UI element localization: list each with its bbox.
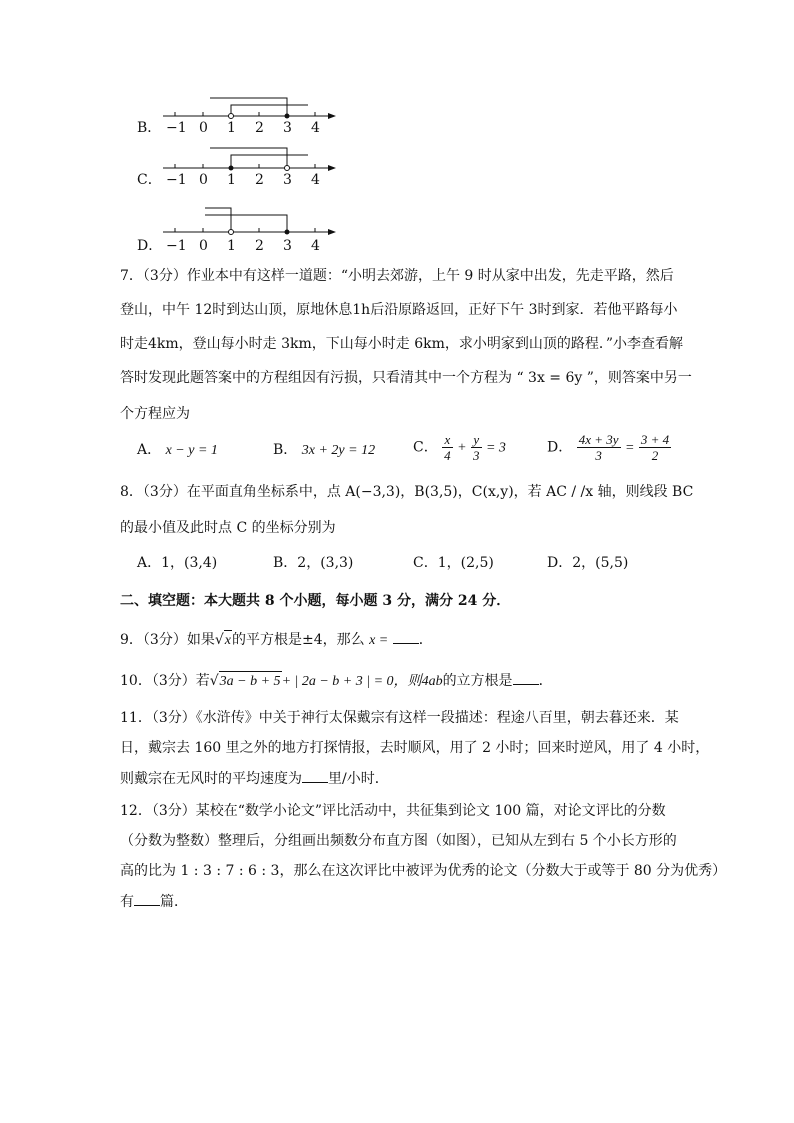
q12-answer-blank[interactable] xyxy=(134,891,160,906)
q9-answer-blank[interactable] xyxy=(393,629,419,644)
q11-line1: 11．（3分）《水浒传》中关于神行太保戴宗有这样一段描述：程途八百里，朝去暮还来．某 xyxy=(120,710,679,726)
q7-option-c-frac2: $\frac{y}{3}$ xyxy=(473,432,480,463)
q12-line4-post: 篇． xyxy=(160,894,188,910)
q7-option-c-rhs: = 3 xyxy=(485,440,506,456)
q10-pre: 10．（3分）若 xyxy=(120,673,210,689)
q7-line3: 时走4km，登山每小时走 3km，下山每小时走 6km，求小明家到山顶的路程．”小李查看解 xyxy=(120,336,684,352)
option-d-label: D． xyxy=(137,238,163,254)
q9-radicand: x xyxy=(224,630,232,651)
q12-line2: （分数为整数）整理后，分组画出频数分布直方图（如图），已知从左到右 5 个小长方形的 xyxy=(120,833,677,849)
tick-c-2: 1 xyxy=(227,172,236,188)
option-b-label: B． xyxy=(137,120,162,136)
section-2-heading: 二、填空题：本大题共 8 个小题，每小题 3 分，满分 24 分． xyxy=(120,593,511,609)
q7-option-b[interactable] xyxy=(273,440,375,461)
number-line-d xyxy=(163,208,336,235)
tick-d-1: 0 xyxy=(199,238,208,254)
q8-option-d[interactable]: D．2，(5,5) xyxy=(547,555,629,571)
q8-line2: 的最小值及此时点 C 的坐标分别为 xyxy=(120,520,336,536)
tick-b-5: 4 xyxy=(311,120,320,136)
tick-b-3: 2 xyxy=(255,120,264,136)
number-line-c xyxy=(163,148,336,171)
q7-option-b-text: 3x + 2y = 12 xyxy=(301,443,376,458)
q7-option-d[interactable] xyxy=(547,432,671,463)
tick-c-0: −1 xyxy=(166,172,187,188)
tick-c-3: 2 xyxy=(255,172,264,188)
q7-line2: 登山，中午 12时到达山顶，原地休息1h后沿原路返回，正好下午 3时到家．若他平路每小 xyxy=(120,302,678,318)
q7-option-c-label: C． xyxy=(413,439,438,456)
q7-option-a[interactable] xyxy=(137,440,218,461)
q11-line3-post: 里/小时． xyxy=(328,771,389,787)
tick-b-0: −1 xyxy=(166,120,187,136)
q12-line1: 12．（3分）某校在“数学小论文”评比活动中，共征集到论文 100 篇，对论文评比的分数 xyxy=(120,803,666,819)
q10-post: 的立方根是 xyxy=(442,673,513,689)
q7-line5: 个方程应为 xyxy=(120,406,190,422)
tick-c-4: 3 xyxy=(283,172,292,188)
q9-var: x = xyxy=(369,633,389,648)
tick-d-4: 3 xyxy=(283,238,292,254)
q7-option-d-eq: = xyxy=(624,440,635,456)
q8-option-c[interactable]: C．1，(2,5) xyxy=(413,555,494,571)
tick-d-2: 1 xyxy=(227,238,236,254)
q10-end: ． xyxy=(538,673,553,689)
tick-d-0: −1 xyxy=(166,238,187,254)
q10-radicand: 3a − b + 5 xyxy=(219,671,282,692)
q11-line3-pre: 则戴宗在无风时的平均速度为 xyxy=(120,771,302,787)
tick-b-2: 1 xyxy=(227,120,236,136)
q9-line: 9．（3分）如果√x的平方根是±4，那么 x = ． xyxy=(120,629,433,651)
q9-mid: 的平方根是±4，那么 xyxy=(231,632,365,648)
q11-line3 xyxy=(120,768,389,789)
tick-c-5: 4 xyxy=(311,172,320,188)
tick-b-1: 0 xyxy=(199,120,208,136)
q7-option-c[interactable] xyxy=(413,432,506,463)
q7-option-a-text: x − y = 1 xyxy=(165,443,218,458)
q9-end: ． xyxy=(418,632,433,648)
q9-pre: 9．（3分）如果 xyxy=(120,632,215,648)
number-line-b xyxy=(163,98,336,119)
q7-option-d-frac1: $\frac{4x + 3y}{3}$ xyxy=(578,432,619,463)
q7-option-a-label: A． xyxy=(137,442,162,458)
q10-var: 4ab xyxy=(421,674,443,689)
q7-option-c-plus: + xyxy=(457,440,467,456)
q12-line3: 高的比为 1 : 3 : 7 : 6 : 3，那么在这次评比中被评为优秀的论文（分数大于或等于 80 分为优秀） xyxy=(120,863,727,879)
tick-d-3: 2 xyxy=(255,238,264,254)
tick-b-4: 3 xyxy=(283,120,292,136)
q10-line: 10．（3分）若√3a − b + 5+ | 2a − b + 3 | = 0，则4ab的立方根是 ． xyxy=(120,670,553,692)
q7-line1: 7．（3分）作业本中有这样一道题：“小明去郊游，上午 9 时从家中出发，先走平路，然后 xyxy=(120,268,674,284)
q8-option-a[interactable]: A．1，(3,4) xyxy=(137,555,218,571)
q7-option-b-label: B． xyxy=(273,442,298,458)
tick-c-1: 0 xyxy=(199,172,208,188)
number-lines-figure xyxy=(0,0,794,260)
q12-line4 xyxy=(120,891,188,912)
option-c-label: C． xyxy=(137,172,162,188)
q7-option-d-label: D． xyxy=(547,439,573,456)
q11-answer-blank[interactable] xyxy=(302,768,328,783)
q10-answer-blank[interactable] xyxy=(513,670,539,685)
q7-line4: 答时发现此题答案中的方程组因有污损，只看清其中一个方程为 “ 3x = 6y ”，则答案中另一 xyxy=(120,370,692,386)
q12-line4-pre: 有 xyxy=(120,894,134,910)
q8-line1: 8．（3分）在平面直角坐标系中，点 A(−3,3)，B(3,5)，C(x,y)，若 AC / /x 轴，则线段 BC xyxy=(120,484,694,500)
q8-option-b[interactable]: B．2，(3,3) xyxy=(273,555,354,571)
q10-mid: + | 2a − b + 3 | = 0，则 xyxy=(281,674,422,689)
tick-d-5: 4 xyxy=(311,238,320,254)
q11-line2: 日，戴宗去 160 里之外的地方打探情报，去时顺风，用了 2 小时；回来时逆风，用了 4 小时， xyxy=(120,740,710,756)
q7-option-d-frac2: $\frac{3 + 4}{2}$ xyxy=(640,432,670,463)
q7-option-c-frac1: $\frac{x}{4}$ xyxy=(444,432,451,463)
